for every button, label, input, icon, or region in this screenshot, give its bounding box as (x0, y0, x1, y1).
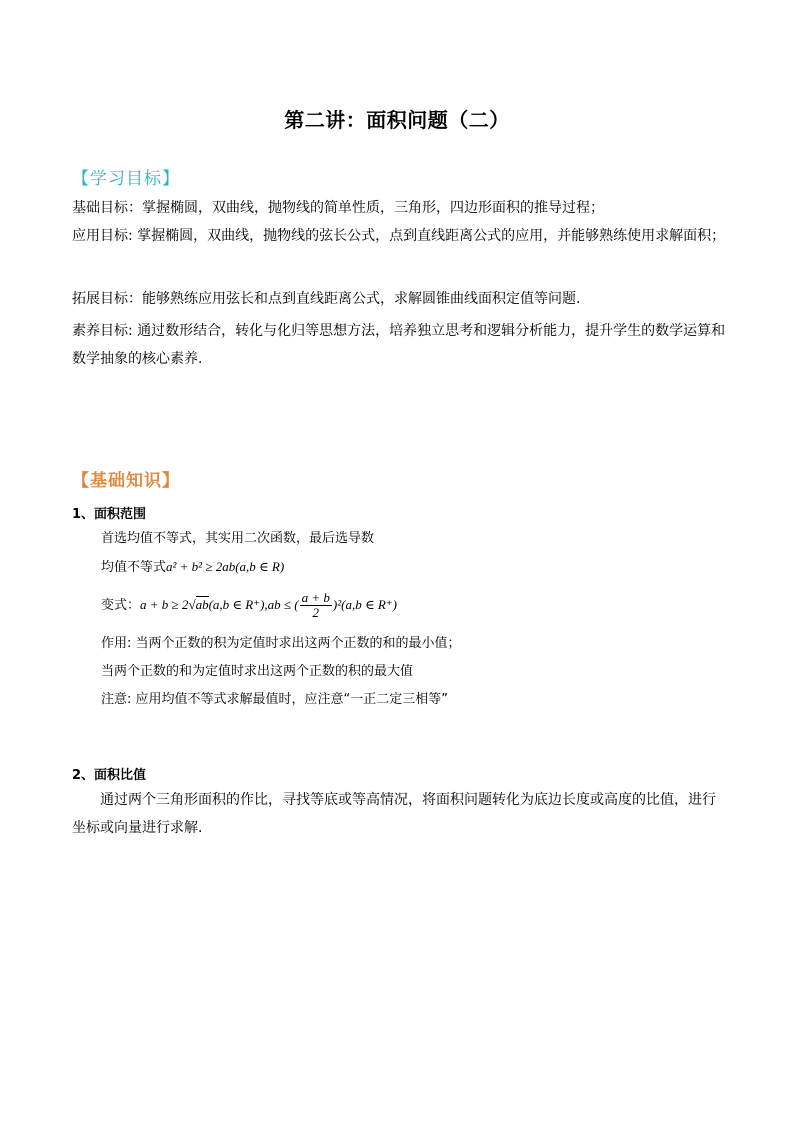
basic-knowledge-heading: 【基础知识】 (72, 471, 180, 491)
variant-label: 变式： (101, 598, 141, 613)
mean-inequality-line (101, 556, 284, 575)
fraction-denominator: 2 (312, 605, 320, 620)
page-title: 第二讲：面积问题（二） (284, 108, 510, 132)
variant-formula-c: )²(a,b ∈ R⁺) (332, 597, 397, 612)
note-line: 注意: 应用均值不等式求解最值时，应注意“一正二定三相等” (101, 692, 448, 707)
goal-extension: 拓展目标：能够熟练应用弦长和点到直线距离公式，求解圆锥曲线面积定值等问题. (72, 291, 581, 307)
sqrt-symbol: √ (188, 597, 196, 612)
goal-basic: 基础目标：掌握椭圆，双曲线，抛物线的简单性质，三角形，四边形面积的推导过程； (72, 200, 604, 216)
mean-inequality-formula: a² + b² ≥ 2ab(a,b ∈ R) (166, 559, 285, 574)
variant-formula-b: (a,b ∈ R⁺),ab ≤ ( (208, 597, 299, 612)
variant-formula-a: a + b ≥ 2 (140, 597, 189, 612)
variant-sqrt-content: ab (195, 597, 209, 612)
goal-literacy: 素养目标: 通过数形结合，转化与化归等思想方法，培养独立思考和逻辑分析能力，提升学生的数学运算和数学抽象的核心素养. (72, 323, 726, 367)
learning-goals-heading: 【学习目标】 (72, 169, 180, 189)
mean-inequality-label: 均值不等式 (101, 560, 167, 575)
use-line-1: 作用: 当两个正数的积为定值时求出这两个正数的和的最小值； (101, 636, 461, 651)
goal-application: 应用目标: 掌握椭圆，双曲线，抛物线的弦长公式，点到直线距离公式的应用，并能够熟练使用求解面积； (72, 228, 726, 244)
section-area-range-title: 1、面积范围 (72, 507, 147, 522)
use-line-2: 当两个正数的和为定值时求出这两个正数的积的最大值 (101, 664, 414, 679)
fraction (300, 591, 332, 620)
area-range-intro: 首选均值不等式，其实用二次函数，最后选导数 (101, 531, 375, 546)
section-area-ratio-title: 2、面积比值 (72, 768, 147, 783)
area-ratio-text: 通过两个三角形面积的作比，寻找等底或等高情况，将面积问题转化为底边长度或高度的比值，进行坐标或向量进行求解. (72, 792, 716, 836)
fraction-numerator: a + b (301, 590, 330, 605)
variant-line (101, 591, 397, 620)
